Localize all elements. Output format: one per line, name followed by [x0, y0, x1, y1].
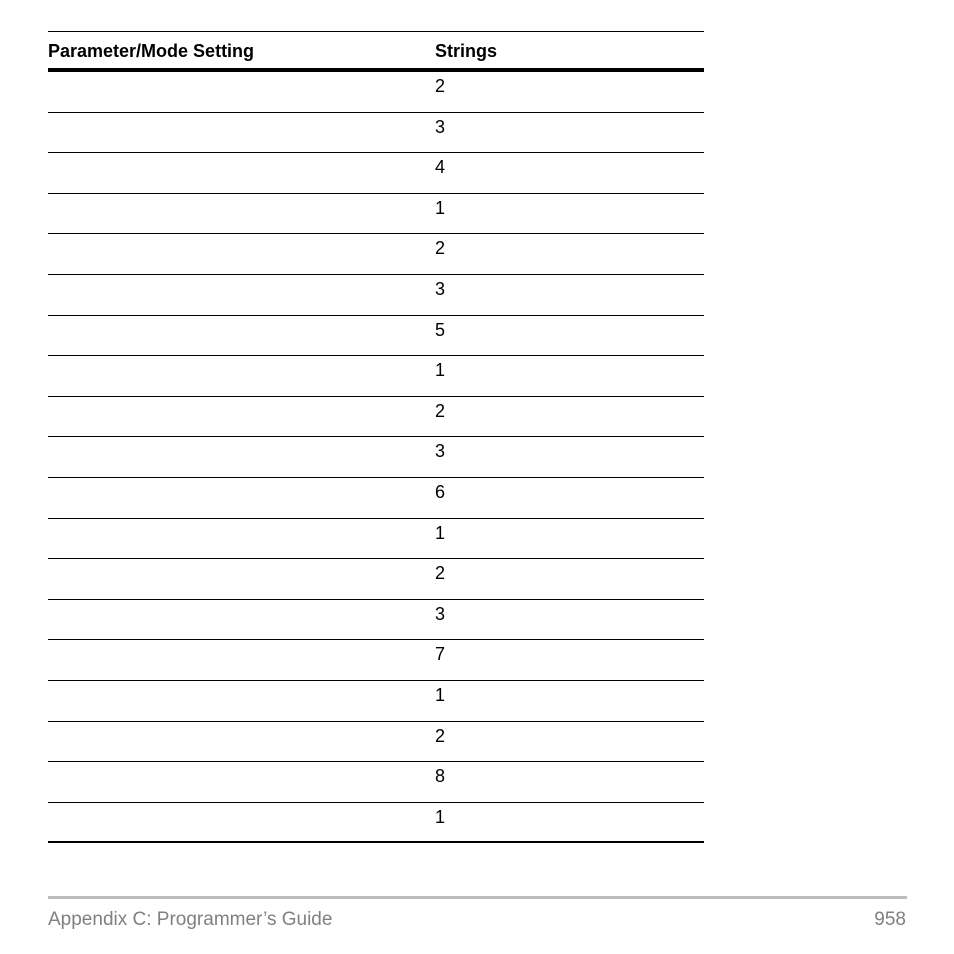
parameter-cell — [48, 478, 435, 482]
settings-table — [48, 31, 704, 843]
strings-cell: 2 — [435, 238, 446, 259]
strings-cell: 2 — [435, 76, 446, 96]
column-header-parameter: Parameter/Mode Setting — [48, 41, 255, 61]
strings-cell: 8 — [435, 766, 446, 787]
table-row — [48, 397, 704, 438]
strings-cell: 1 — [435, 197, 446, 218]
table-row — [48, 640, 704, 681]
table-row — [48, 234, 704, 275]
table-row — [48, 72, 704, 113]
parameter-cell — [48, 153, 435, 157]
strings-cell: 7 — [435, 644, 446, 665]
table-row — [48, 275, 704, 316]
strings-cell: 3 — [435, 441, 446, 462]
page-number: 958 — [874, 909, 906, 930]
table-row — [48, 478, 704, 519]
table-row — [48, 153, 704, 194]
parameter-cell — [48, 72, 435, 76]
strings-cell: 2 — [435, 400, 446, 421]
parameter-cell — [48, 397, 435, 401]
strings-cell: 2 — [435, 725, 446, 746]
strings-cell: 3 — [435, 116, 446, 137]
parameter-cell — [48, 316, 435, 320]
parameter-cell — [48, 437, 435, 441]
parameter-cell — [48, 762, 435, 766]
parameter-cell — [48, 194, 435, 198]
strings-cell: 1 — [435, 522, 446, 543]
parameter-cell — [48, 722, 435, 726]
parameter-cell — [48, 681, 435, 685]
table-row — [48, 113, 704, 154]
table-row — [48, 762, 704, 803]
strings-cell: 1 — [435, 684, 446, 705]
strings-cell: 2 — [435, 563, 446, 584]
parameter-cell — [48, 803, 435, 807]
parameter-cell — [48, 640, 435, 644]
strings-cell: 3 — [435, 603, 446, 624]
table-row — [48, 437, 704, 478]
table-row — [48, 600, 704, 641]
table-row — [48, 519, 704, 560]
table-row — [48, 681, 704, 722]
table-body — [48, 72, 704, 843]
table-row — [48, 722, 704, 763]
parameter-cell — [48, 600, 435, 604]
strings-cell: 6 — [435, 481, 446, 502]
table-row — [48, 803, 704, 844]
strings-cell: 4 — [435, 157, 446, 178]
table-row — [48, 356, 704, 397]
strings-cell: 1 — [435, 360, 446, 381]
strings-cell: 5 — [435, 319, 446, 340]
table-row — [48, 316, 704, 357]
parameter-cell — [48, 519, 435, 523]
strings-cell: 3 — [435, 278, 446, 299]
parameter-cell — [48, 275, 435, 279]
parameter-cell — [48, 559, 435, 563]
parameter-cell — [48, 113, 435, 117]
column-header-strings: Strings — [435, 41, 498, 61]
parameter-cell — [48, 356, 435, 360]
parameter-cell — [48, 234, 435, 238]
strings-cell: 1 — [435, 806, 446, 827]
footer-title: Appendix C: Programmer’s Guide — [48, 909, 333, 930]
table-row — [48, 194, 704, 235]
table-header — [48, 32, 704, 72]
footer-divider — [48, 896, 907, 899]
table-row — [48, 559, 704, 600]
